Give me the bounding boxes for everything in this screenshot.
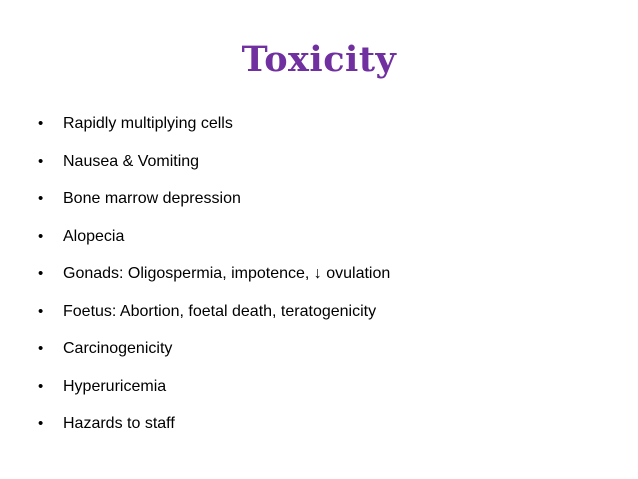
bullet-text: Hazards to staff — [63, 415, 175, 432]
bullet-text: Alopecia — [63, 227, 125, 245]
bullet-icon: • — [38, 302, 44, 320]
bullet-text: Carcinogenicity — [63, 340, 173, 357]
bullet-icon: • — [38, 377, 44, 395]
bullet-text: Bone marrow depression — [63, 190, 241, 207]
bullet-icon: • — [38, 265, 44, 282]
bullet-text: Foetus: Abortion, foetal death, teratogenicity — [63, 302, 377, 320]
bullet-icon: • — [38, 190, 44, 207]
bullet-icon: • — [38, 340, 44, 357]
slide-title: Toxicity — [241, 39, 397, 80]
bullet-icon: • — [38, 152, 44, 170]
bullet-icon: • — [38, 227, 44, 245]
bullet-text: Gonads: Oligospermia, impotence, ↓ ovulation — [63, 265, 391, 282]
bullet-text: Hyperuricemia — [63, 377, 167, 395]
bullet-text: Rapidly multiplying cells — [63, 115, 233, 132]
bullet-text: Nausea & Vomiting — [63, 152, 200, 170]
bullet-icon: • — [38, 115, 44, 132]
bullet-icon: • — [38, 415, 44, 432]
